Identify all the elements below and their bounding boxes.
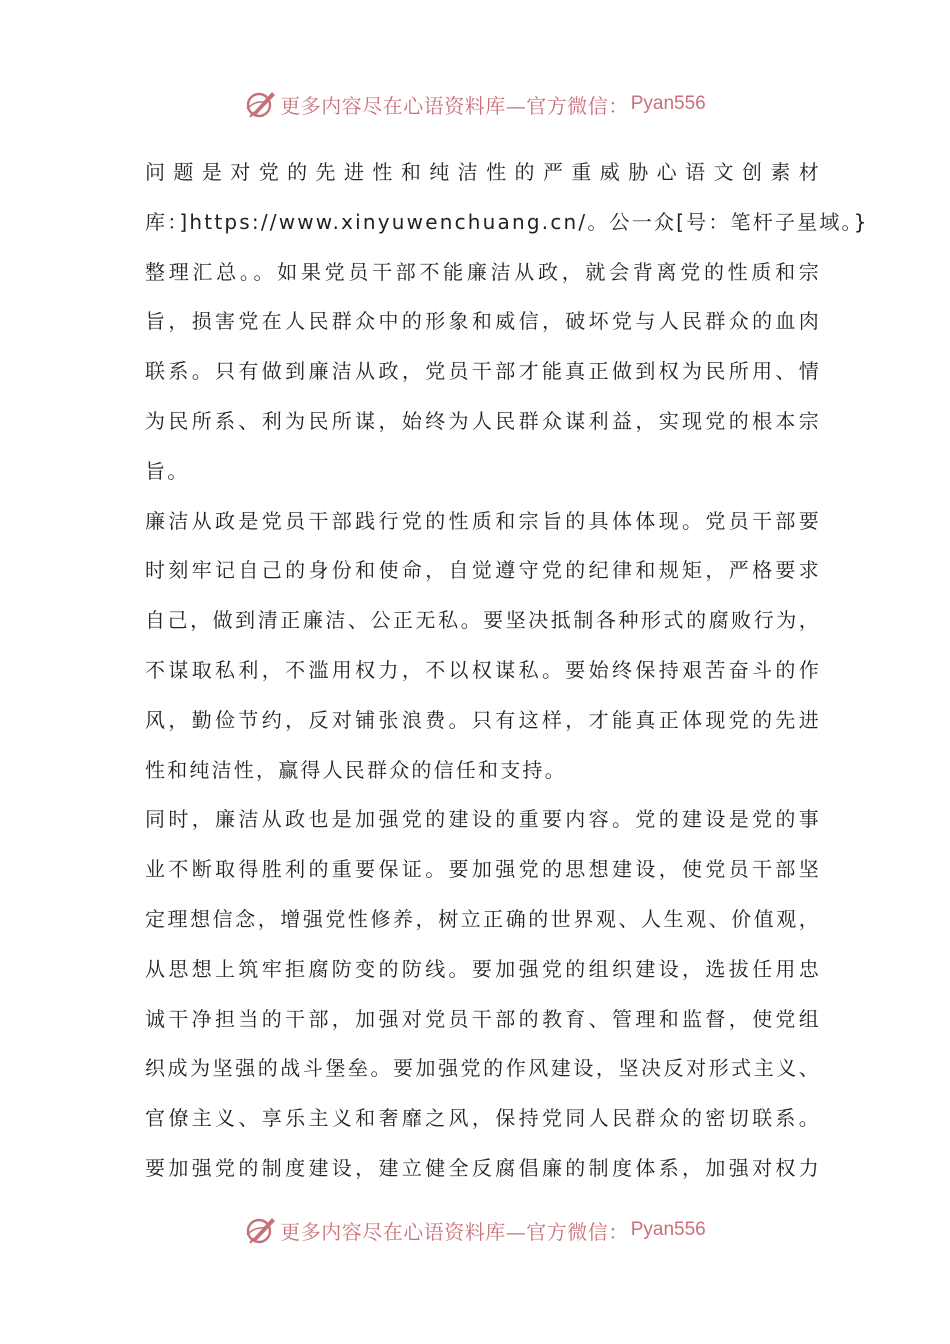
text-line: 自己，做到清正廉洁、公正无私。要坚决抵制各种形式的腐败行为， — [145, 608, 821, 633]
text-line: 业不断取得胜利的重要保证。要加强党的思想建设，使党员干部坚 — [145, 857, 821, 882]
text-line: 旨。 — [145, 458, 190, 483]
wechat-id: Pyan556 — [630, 93, 706, 114]
text-line: 从思想上筑牢拒腐防变的防线。要加强党的组织建设，选拔任用忠 — [145, 956, 821, 981]
text-line: 风，勤俭节约，反对铺张浪费。只有这样，才能真正体现党的先进 — [145, 707, 821, 732]
text-line: 为民所系、利为民所谋，始终为人民群众谋利益，实现党的根本宗 — [145, 408, 821, 433]
text-line: 旨，损害党在人民群众中的形象和威信，破坏党与人民群众的血肉 — [145, 309, 821, 334]
banner-text: 更多内容尽在心语资料库—官方微信： — [280, 1219, 629, 1244]
text-line: 要加强党的制度建设，建立健全反腐倡廉的制度体系，加强对权力 — [145, 1155, 821, 1180]
quill-logo-icon — [244, 87, 278, 121]
text-line: 整理汇总。。如果党员干部不能廉洁从政，就会背离党的性质和宗 — [145, 259, 821, 284]
document-body — [145, 148, 869, 1194]
text-line: 性和纯洁性，赢得人民群众的信任和支持。 — [145, 757, 567, 782]
banner-text: 更多内容尽在心语资料库—官方微信： — [280, 93, 629, 118]
text-line: 织成为坚强的战斗堡垒。要加强党的作风建设，坚决反对形式主义、 — [145, 1056, 821, 1081]
paragraph-2 — [145, 497, 821, 796]
text-line-with-url: 库：]https://www.xinyuwenchuang.cn/。公一众[号：笔杆子星域。} — [145, 209, 869, 234]
wechat-id: Pyan556 — [630, 1219, 706, 1240]
text-line: 问题是对党的先进性和纯洁性的严重威胁心语文创素材 — [145, 160, 821, 184]
text-line: 官僚主义、享乐主义和奢靡之风，保持党同人民群众的密切联系。 — [145, 1106, 821, 1131]
header-banner — [0, 84, 950, 124]
paragraph-3 — [145, 795, 821, 1193]
text-line: 不谋取私利，不滥用权力，不以权谋私。要始终保持艰苦奋斗的作 — [145, 657, 821, 682]
text-line: 时刻牢记自己的身份和使命，自觉遵守党的纪律和规矩，严格要求 — [145, 558, 821, 583]
text-line: 诚干净担当的干部，加强对党员干部的教育、管理和监督，使党组 — [145, 1006, 821, 1031]
text-line: 联系。只有做到廉洁从政，党员干部才能真正做到权为民所用、情 — [145, 359, 821, 384]
quill-logo-icon — [244, 1213, 278, 1247]
text-line: 廉洁从政是党员干部践行党的性质和宗旨的具体体现。党员干部要 — [145, 508, 821, 533]
footer-banner — [0, 1210, 950, 1250]
paragraph-1 — [145, 148, 869, 497]
text-line: 定理想信念，增强党性修养，树立正确的世界观、人生观、价值观， — [145, 906, 821, 931]
text-line: 同时，廉洁从政也是加强党的建设的重要内容。党的建设是党的事 — [145, 807, 821, 832]
